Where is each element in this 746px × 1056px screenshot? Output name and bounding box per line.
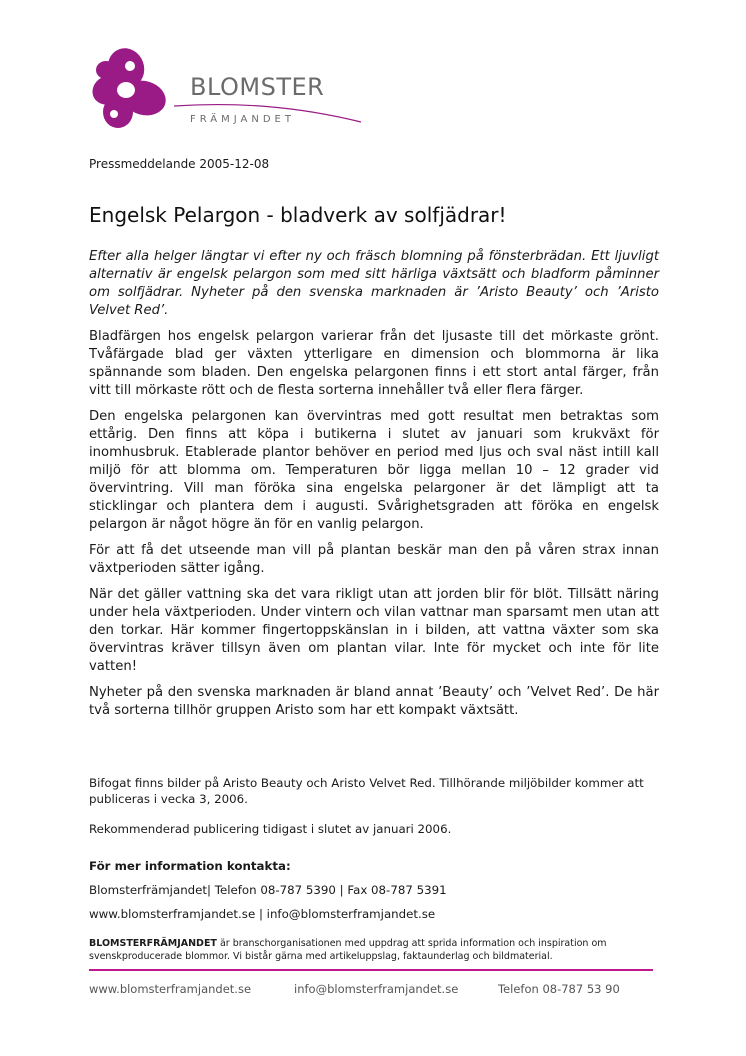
publish-recommendation (89, 821, 659, 837)
footer-website-link[interactable]: www.blomsterframjandet.se (89, 982, 252, 996)
logo-subtitle: FRÄMJANDET (190, 114, 295, 125)
press-release-date: Pressmeddelande 2005-12-08 (89, 157, 270, 171)
blomsterframjandet-logo (86, 40, 366, 140)
footer-divider (89, 969, 653, 971)
contact-heading: För mer information kontakta: (89, 859, 291, 873)
page-title: Engelsk Pelargon - bladverk av solfjädrar! (89, 203, 507, 227)
body-paragraph: Bladfärgen hos engelsk pelargon varierar från det ljusaste till det mörkaste grönt. Tvåfärgade blad ger växten ytterligare en dimension och blommorna är lika spännande som bladen. Den engelska pelargonen finns i ett stort antal färger, från vitt till mörkaste rött och de flesta sorterna innehåller två eller flera färger. (89, 329, 659, 398)
footer-email-link[interactable]: info@blomsterframjandet.se (294, 982, 459, 996)
organization-description-text: är branschorganisationen med uppdrag att sprida information och inspiration om svenskproducerade blommor. Vi bistår gärna med artikeluppslag, faktaunderlag och bildmaterial. (89, 938, 607, 962)
attachment-note (89, 775, 659, 807)
article-body (89, 248, 659, 728)
organization-name: BLOMSTERFRÄMJANDET (89, 938, 217, 949)
body-paragraph: Den engelska pelargonen kan övervintras med gott resultat men betraktas som ettårig. Den finns att köpa i butikerna i slutet av januari som krukväxt för inomhusbruk. Etablerade plantor behöver en period med ljus och sval näst intill kall miljö för att blomma om. Temperaturen bör ligga mellan 10 – 12 grader vid övervintring. Vill man föröka sina engelska pelargoner är det lämpligt att ta sticklingar och plantera dem i augusti. Svårighetsgraden att föröka en engelsk pelargon är något högre än för en vanlig pelargon. (89, 409, 659, 532)
logo-wordmark: BLOMSTER (190, 73, 325, 101)
footer-phone: Telefon 08-787 53 90 (498, 982, 620, 996)
body-paragraph: När det gäller vattning ska det vara rikligt utan att jorden blir för blöt. Tillsätt näring under hela växtperioden. Under vintern och vilan vattnar man sparsamt men utan att den torkar. Här kommer fingertoppskänslan in i bilden, att vattna växter som ska övervintras kräver tillsyn även om plantan vilar. Inte för mycket och inte för lite vatten! (89, 587, 659, 674)
organization-description (89, 937, 659, 963)
body-paragraph: För att få det utseende man vill på plantan beskär man den på våren strax innan växtperioden sätter igång. (89, 543, 659, 576)
body-paragraph: Nyheter på den svenska marknaden är bland annat ’Beauty’ och ’Velvet Red’. De här två sorterna tillhör gruppen Aristo som har ett kompakt växtsätt. (89, 685, 659, 718)
attachment-text: Bifogat finns bilder på Aristo Beauty och Aristo Velvet Red. Tillhörande miljöbilder kommer att publiceras i vecka 3, 2006. (89, 776, 644, 806)
publish-recommendation-text: Rekommenderad publicering tidigast i slutet av januari 2006. (89, 822, 452, 836)
contact-line-phone: Blomsterfrämjandet| Telefon 08-787 5390 | Fax 08-787 5391 (89, 883, 447, 897)
lead-paragraph: Efter alla helger längtar vi efter ny och fräsch blomning på fönsterbrädan. Ett ljuvligt alternativ är engelsk pelargon som med sitt härliga växtsätt och bladform påminner om solfjädrar. Nyheter på den svenska marknaden är ’Aristo Beauty’ och ’Aristo Velvet Red’. (89, 249, 659, 318)
contact-line-web: www.blomsterframjandet.se | info@blomsterframjandet.se (89, 907, 436, 921)
